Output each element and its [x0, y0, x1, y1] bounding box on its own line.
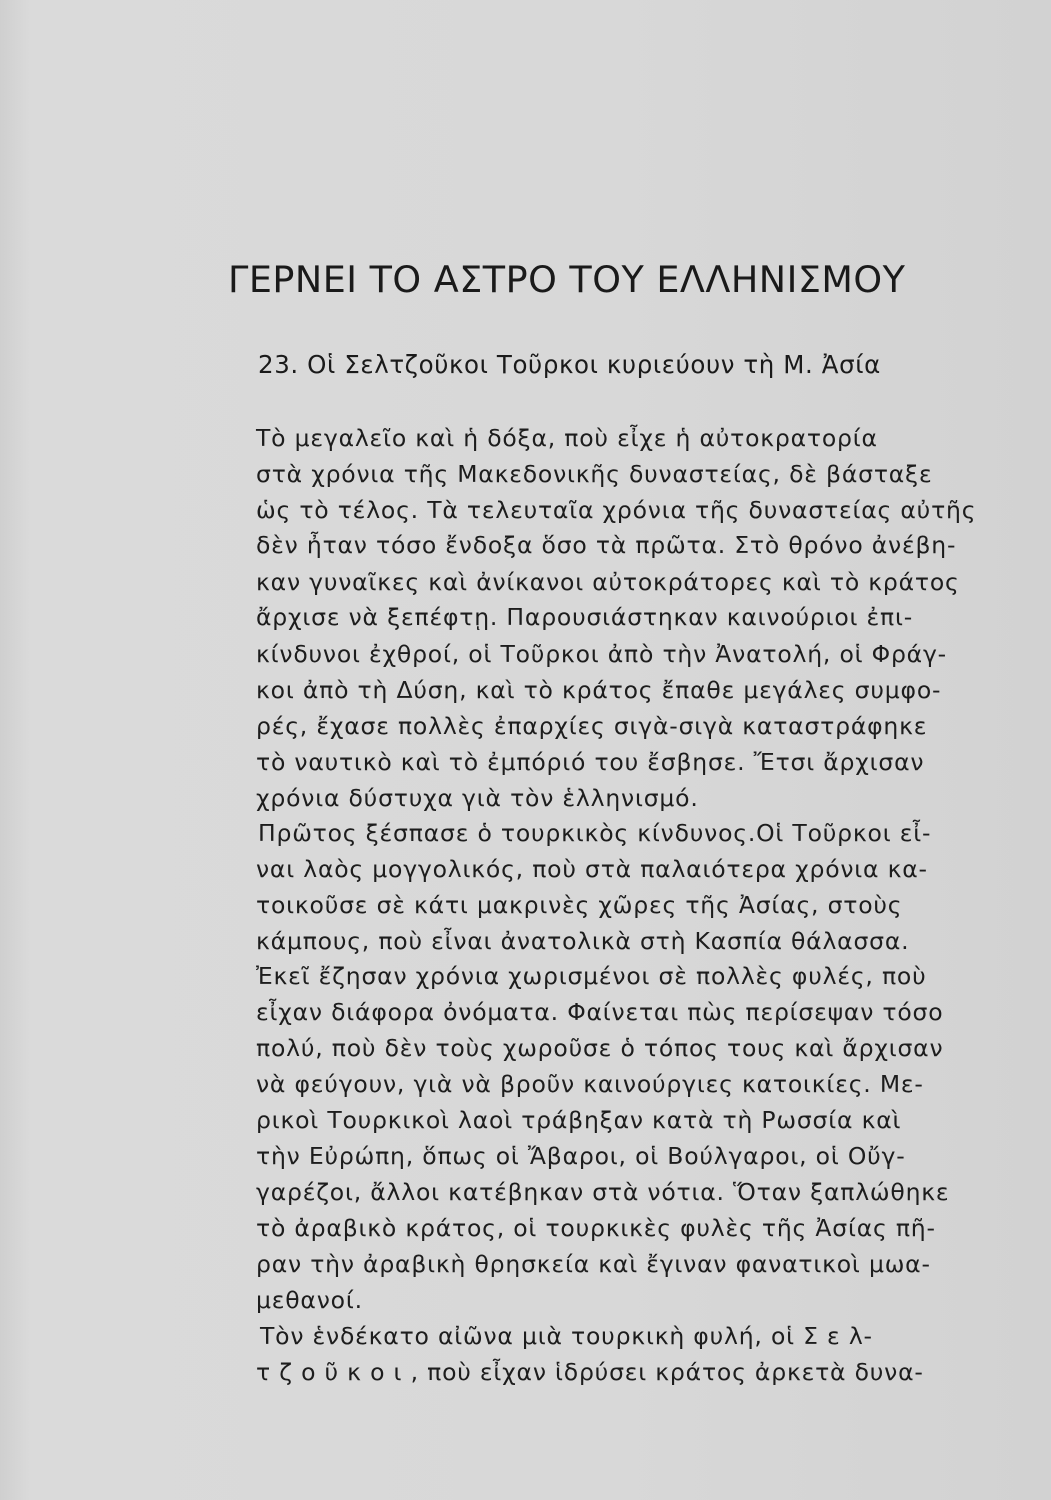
- section-heading: 23. Οἱ Σελτζοῦκοι Τοῦρκοι κυριεύουν τὴ Μ. Ἀσία: [258, 350, 881, 379]
- text-line: κοι ἀπὸ τὴ Δύση, καὶ τὸ κράτος ἔπαθε μεγάλες συμφο-: [256, 676, 942, 704]
- text-line: πολύ, ποὺ δὲν τοὺς χωροῦσε ὁ τόπος τους καὶ ἄρχισαν: [256, 1034, 944, 1062]
- text-line: τὸ ἀραβικὸ κράτος, οἱ τουρκικὲς φυλὲς τῆς Ἀσίας πῆ-: [256, 1214, 936, 1242]
- text-line: Τὸ μεγαλεῖο καὶ ἡ δόξα, ποὺ εἶχε ἡ αὐτοκρατορία: [256, 424, 878, 452]
- text-line: καν γυναῖκες καὶ ἀνίκανοι αὐτοκράτορες καὶ τὸ κράτος: [256, 568, 960, 596]
- text-line: τ ζ ο ῦ κ ο ι , ποὺ εἶχαν ἱδρύσει κράτος ἀρκετὰ δυνα-: [256, 1358, 924, 1386]
- text-line: Πρῶτος ξέσπασε ὁ τουρκικὸς κίνδυνος.Οἱ Τοῦρκοι εἶ-: [258, 819, 932, 847]
- text-line: κίνδυνοι ἐχθροί, οἱ Τοῦρκοι ἀπὸ τὴν Ἀνατολή, οἱ Φράγ-: [256, 640, 947, 668]
- text-line: τὸ ναυτικὸ καὶ τὸ ἐμπόριό του ἔσβησε. Ἔτσι ἄρχισαν: [256, 748, 925, 776]
- text-line: Ἐκεῖ ἔζησαν χρόνια χωρισμένοι σὲ πολλὲς φυλές, ποὺ: [256, 962, 927, 990]
- text-line: Τὸν ἑνδέκατο αἰῶνα μιὰ τουρκικὴ φυλή, οἱ Σ ε λ-: [260, 1322, 873, 1350]
- text-line: ρές, ἔχασε πολλὲς ἐπαρχίες σιγὰ-σιγὰ καταστράφηκε: [256, 712, 928, 740]
- text-line: εἶχαν διάφορα ὀνόματα. Φαίνεται πὼς περίσεψαν τόσο: [256, 998, 944, 1026]
- text-line: χρόνια δύστυχα γιὰ τὸν ἑλληνισμό.: [256, 784, 699, 812]
- text-line: ρικοὶ Τουρκικοὶ λαοὶ τράβηξαν κατὰ τὴ Ρωσσία καὶ: [256, 1106, 902, 1134]
- text-line: ἄρχισε νὰ ξεπέφτῃ. Παρουσιάστηκαν καινούριοι ἐπι-: [256, 603, 914, 631]
- text-line: γαρέζοι, ἄλλοι κατέβηκαν στὰ νότια. Ὅταν ξαπλώθηκε: [256, 1178, 950, 1206]
- text-line: νὰ φεύγουν, γιὰ νὰ βροῦν καινούργιες κατοικίες. Με-: [256, 1070, 924, 1098]
- text-line: τοικοῦσε σὲ κάτι μακρινὲς χῶρες τῆς Ἀσίας, στοὺς: [256, 891, 903, 919]
- text-line: κάμπους, ποὺ εἶναι ἀνατολικὰ στὴ Κασπία θάλασσα.: [256, 927, 910, 955]
- text-line: ὡς τὸ τέλος. Τὰ τελευταῖα χρόνια τῆς δυναστείας αὐτῆς: [256, 496, 977, 524]
- text-line: στὰ χρόνια τῆς Μακεδονικῆς δυναστείας, δὲ βάσταξε: [256, 460, 933, 488]
- chapter-title: ΓΕΡΝΕΙ ΤΟ ΑΣΤΡΟ ΤΟΥ ΕΛΛΗΝΙΣΜΟΥ: [228, 258, 906, 301]
- text-line: ναι λαὸς μογγολικός, ποὺ στὰ παλαιότερα χρόνια κα-: [256, 855, 928, 883]
- text-line: μεθανοί.: [256, 1286, 363, 1314]
- text-line: ραν τὴν ἀραβικὴ θρησκεία καὶ ἔγιναν φανατικοὶ μωα-: [256, 1250, 931, 1278]
- text-line: δὲν ἦταν τόσο ἔνδοξα ὅσο τὰ πρῶτα. Στὸ θρόνο ἀνέβη-: [256, 531, 957, 559]
- text-line: τὴν Εὐρώπη, ὅπως οἱ Ἄβαροι, οἱ Βούλγαροι, οἱ Οὔγ-: [256, 1142, 906, 1170]
